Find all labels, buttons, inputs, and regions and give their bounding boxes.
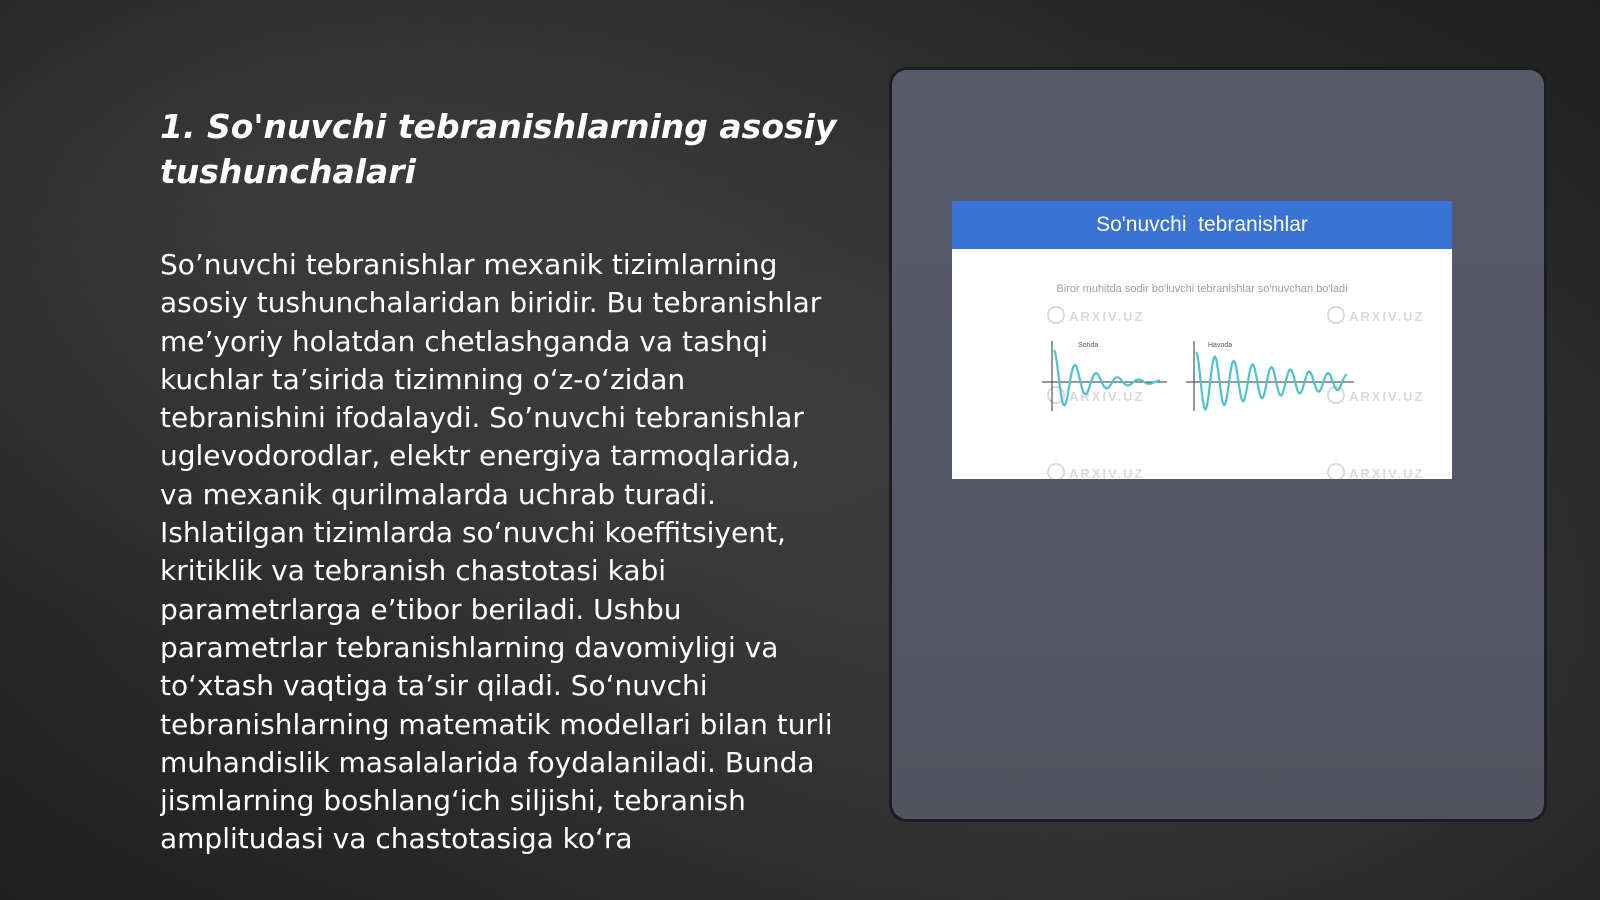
slide-title: 1. So'nuvchi tebranishlarning asosiy tushunchalari [160, 107, 837, 191]
watermark-logo: ARXIV.UZ [1047, 463, 1144, 479]
embedded-slide-caption: Biror muhitda sodir bo'luvchi tebranishlar so'nuvchan bo'ladi [1056, 283, 1348, 295]
right-plot-label: Havoda [1208, 342, 1233, 349]
watermark-logo: ARXIV.UZ [1047, 386, 1144, 404]
watermark-logo: ARXIV.UZ [1047, 306, 1144, 324]
right-damped-wave [1196, 352, 1347, 409]
watermark-logo: ARXIV.UZ [1327, 386, 1424, 404]
slide-body-text: So’nuvchi tebranishlar mexanik tizimlarning asosiy tushunchalaridan biridir. Bu tebranishlar me’yoriy holatdan chetlashganda va tashqi kuchlar ta’sirida tizimning o‘z-o‘zidan tebranishini ifodalaydi. So’nuvchi tebranishlar uglevodorodlar, elektr energiya tarmoqlarida, va mexanik qurilmalarda uchrab turadi. Ishlatilgan tizimlarda so‘nuvchi koeffitsiyent, kritiklik va tebranish chastotasi kabi parametrlarga e’tibor beriladi. Ushbu parametrlar tebranishlarning davomiyligi va to‘xtash vaqtiga ta’sir qiladi. So‘nuvchi tebranishlarning matematik modellari bilan turli muhandislik masalalarida foydalaniladi. Bunda jismlarning boshlang‘ich siljishi, tebranish amplitudasi va chastotasiga ko‘ra [160, 248, 833, 856]
image-panel [889, 67, 1547, 822]
left-damped-wave [1054, 350, 1160, 405]
embedded-slide-header: So'nuvchi tebranishlar [952, 201, 1452, 249]
watermark-logo: ARXIV.UZ [1327, 463, 1424, 479]
damped-oscillation-plots [1042, 331, 1362, 421]
watermark-logo: ARXIV.UZ [1327, 306, 1424, 324]
left-plot-label: Sonda [1078, 342, 1099, 349]
embedded-slide-image [952, 201, 1452, 479]
